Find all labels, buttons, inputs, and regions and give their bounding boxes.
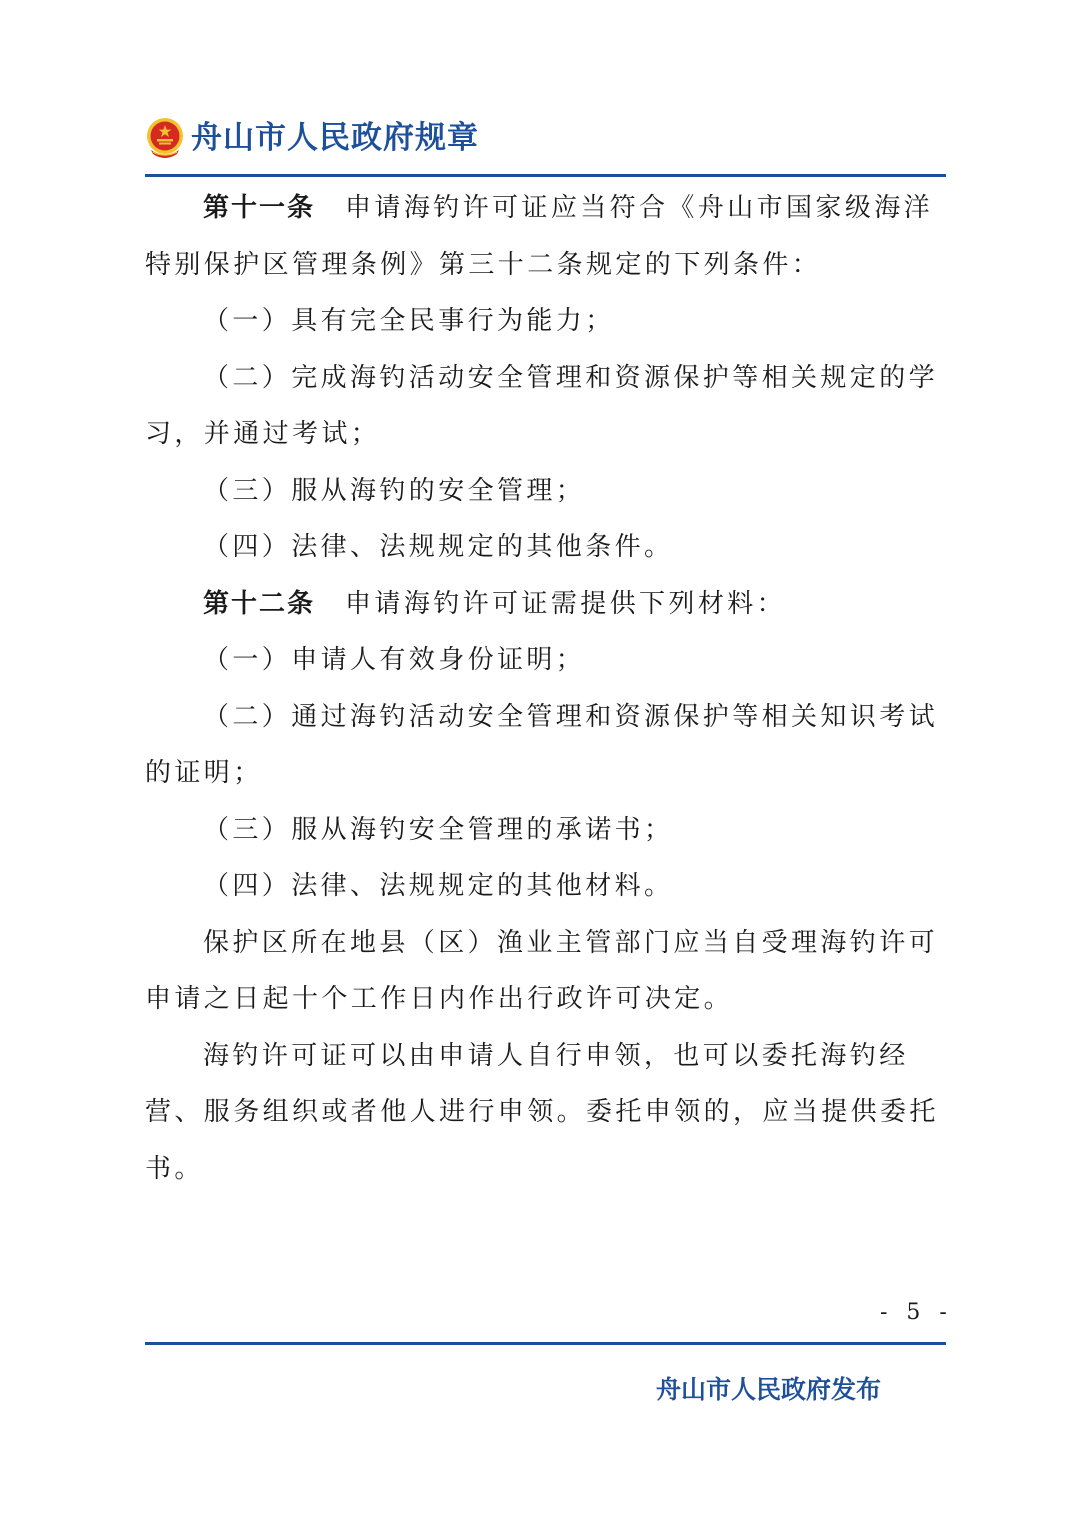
footer-divider (145, 1342, 946, 1345)
body-paragraph: 海钓许可证可以由申请人自行申领，也可以委托海钓经营、服务组织或者他人进行申领。委托申领的，应当提供委托书。 (145, 1040, 939, 1184)
national-emblem-icon (145, 116, 185, 160)
header-title: 舟山市人民政府规章 (191, 120, 479, 156)
document-header (145, 112, 945, 168)
list-item: （三）服从海钓的安全管理； (203, 475, 586, 506)
article-text: 申请海钓许可证需提供下列材料： (345, 588, 787, 619)
article-12-paragraph (145, 576, 945, 633)
list-item: （二）完成海钓活动安全管理和资源保护等相关规定的学习，并通过考试； (145, 362, 939, 449)
document-body (145, 180, 945, 1197)
article-11-paragraph (145, 180, 945, 293)
article-label: 第十一条 (203, 193, 316, 223)
body-paragraph: 保护区所在地县（区）渔业主管部门应当自受理海钓许可申请之日起十个工作日内作出行政许可决定。 (145, 927, 939, 1014)
list-item: （四）法律、法规规定的其他条件。 (203, 532, 674, 562)
header-divider (145, 174, 946, 177)
list-item: （一）具有完全民事行为能力； (203, 306, 615, 336)
footer-publisher: 舟山市人民政府发布 (656, 1375, 882, 1404)
article-text: 申请海钓许可证应当符合《舟山市国家级海洋特别保护区管理条例》第三十二条规定的下列条件： (145, 193, 934, 280)
list-item: （一）申请人有效身份证明； (203, 645, 586, 675)
list-item: （三）服从海钓安全管理的承诺书； (203, 814, 674, 845)
article-label: 第十二条 (203, 588, 316, 619)
list-item: （二）通过海钓活动安全管理和资源保护等相关知识考试的证明； (145, 701, 939, 788)
page-number: - 5 - (880, 1300, 953, 1325)
list-item: （四）法律、法规规定的其他材料。 (203, 871, 674, 901)
